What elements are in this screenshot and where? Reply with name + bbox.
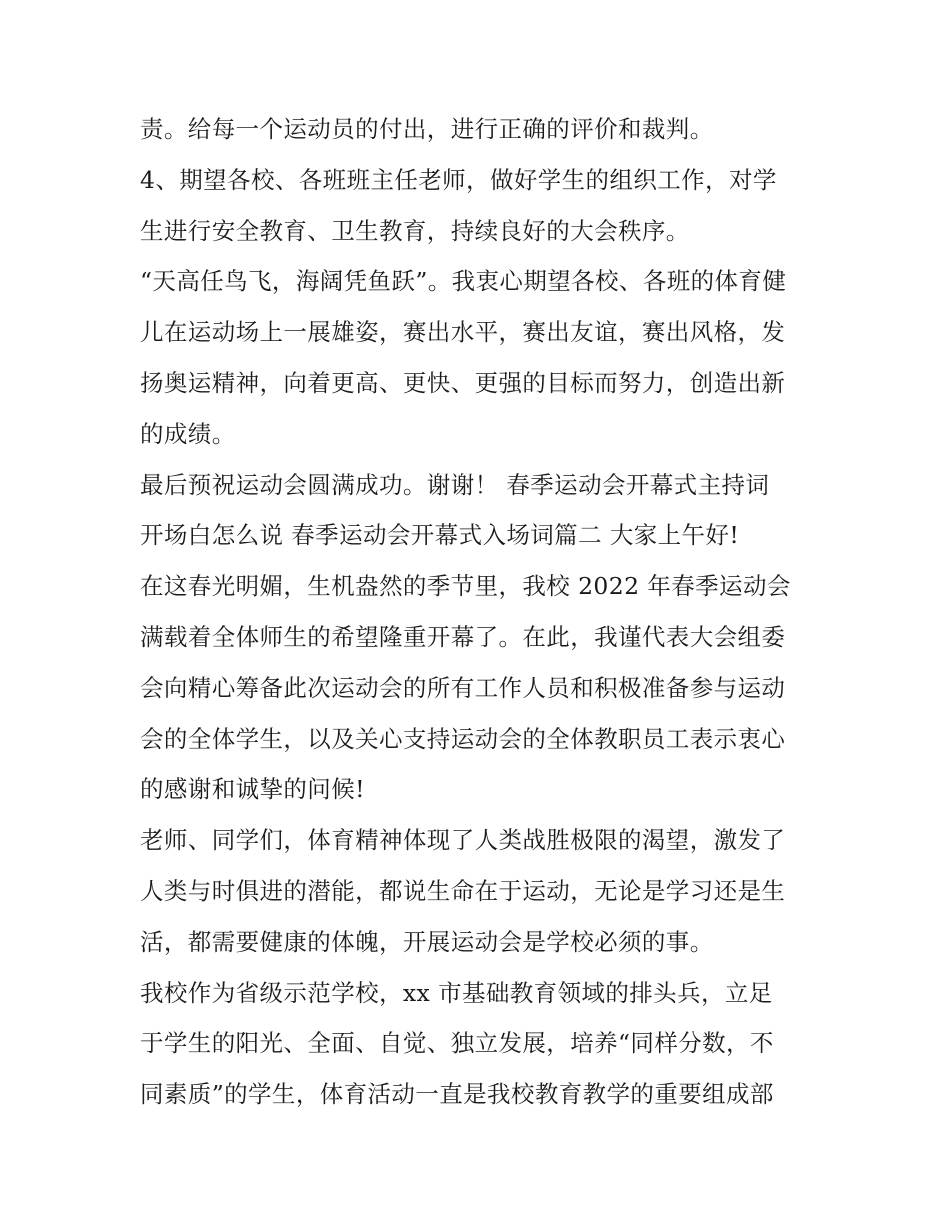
- text-line: 活，都需要健康的体魄，开展运动会是学校必须的事。: [140, 927, 714, 956]
- text-line: 在这春光明媚，生机盎然的季节里，我校 2022 年春季运动会: [140, 572, 791, 601]
- text-line: 生进行安全教育、卫生教育，持续良好的大会秩序。: [140, 216, 690, 245]
- text-line: 会的全体学生，以及关心支持运动会的全体教职员工表示衷心: [140, 724, 786, 753]
- document-text-body: [140, 104, 820, 1120]
- text-line: 我校作为省级示范学校，xx 市基础教育领域的排头兵，立足: [140, 978, 773, 1007]
- text-line: 同素质”的学生，体育活动一直是我校教育教学的重要组成部: [140, 1080, 774, 1109]
- text-line: 于学生的阳光、全面、自觉、独立发展，培养“同样分数，不: [140, 1029, 774, 1058]
- text-line: 满载着全体师生的希望隆重开幕了。在此，我谨代表大会组委: [140, 622, 786, 651]
- text-line: 的成绩。: [140, 419, 236, 448]
- text-line: 4、期望各校、各班班主任老师，做好学生的组织工作，对学: [140, 165, 777, 194]
- text-line: 人类与时俱进的潜能，都说生命在于运动，无论是学习还是生: [140, 876, 786, 905]
- text-line: 的感谢和诚挚的问候!: [140, 775, 365, 804]
- text-line: 责。给每一个运动员的付出，进行正确的评价和裁判。: [140, 115, 714, 143]
- text-line: “天高任鸟飞，海阔凭鱼跃”。我衷心期望各校、各班的体育健: [140, 267, 787, 296]
- text-line: 扬奥运精神，向着更高、更快、更强的目标而努力，创造出新: [140, 368, 786, 397]
- text-line: 会向精心筹备此次运动会的所有工作人员和积极准备参与运动: [140, 673, 786, 702]
- text-line: 最后预祝运动会圆满成功。谢谢！ 春季运动会开幕式主持词: [140, 470, 770, 499]
- text-line: 老师、同学们，体育精神体现了人类战胜极限的渴望，激发了: [140, 826, 786, 855]
- text-line: 开场白怎么说 春季运动会开幕式入场词篇二 大家上午好!: [140, 521, 740, 550]
- text-line: 儿在运动场上一展雄姿，赛出水平，赛出友谊，赛出风格，发: [140, 318, 786, 347]
